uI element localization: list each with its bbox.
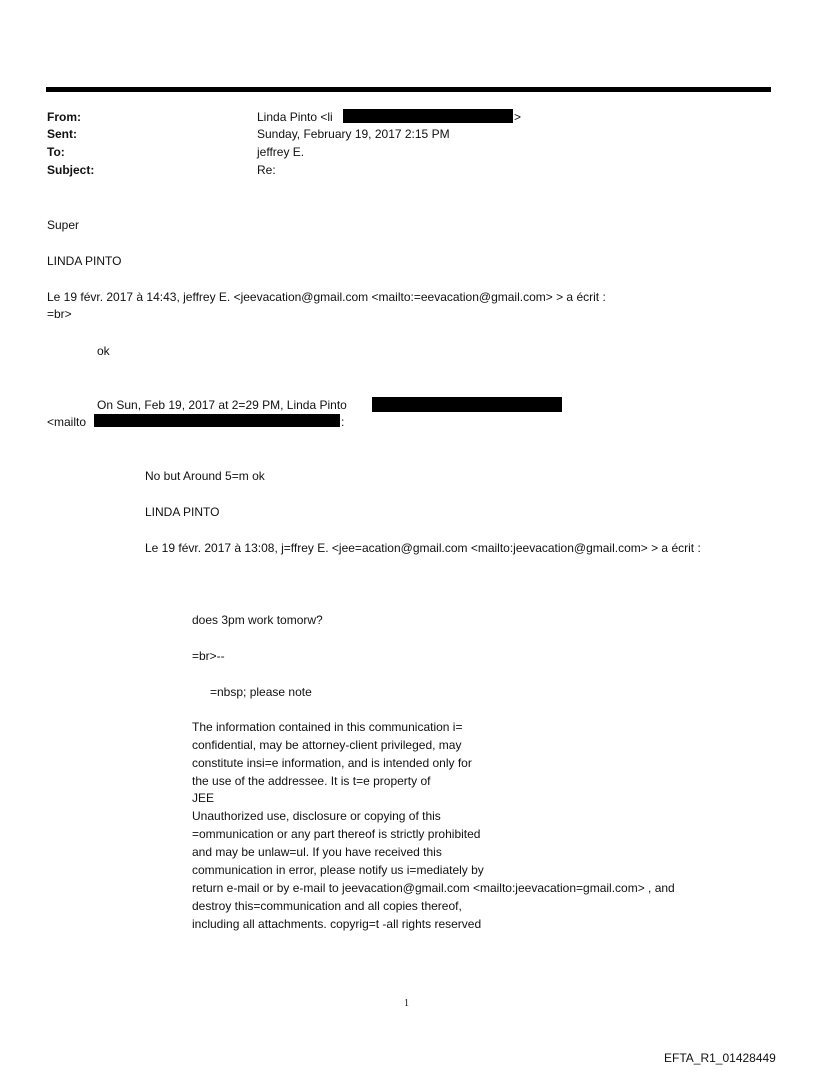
sent-value: Sunday, February 19, 2017 2:15 PM (257, 127, 450, 141)
to-label: To: (47, 145, 65, 159)
disclaimer-line: communication in error, please notify us i=mediately by (192, 863, 484, 877)
mailto-suffix: : (341, 415, 345, 429)
br-line-2: =br>-- (192, 649, 225, 663)
disclaimer-line: including all attachments. copyrig=t -all rights reserved (192, 917, 482, 931)
message-ok: ok (97, 344, 110, 358)
from-label: From: (47, 110, 81, 124)
signature-2: LINDA PINTO (145, 505, 220, 519)
document-id: EFTA_R1_01428449 (664, 1051, 776, 1065)
subject-label: Subject: (47, 163, 95, 177)
from-value-end: > (514, 110, 522, 124)
redaction-bar (372, 397, 562, 412)
disclaimer-line: confidential, may be attorney-client privileged, may (192, 738, 462, 752)
disclaimer-line: The information contained in this communication i= (192, 720, 463, 734)
subject-value: Re: (257, 163, 276, 177)
message-super: Super (47, 218, 80, 232)
redaction-bar (343, 109, 513, 123)
quote-header-1: Le 19 févr. 2017 à 14:43, jeffrey E. <jeevacation@gmail.com <mailto:=eevacation@gmail.com> > a écrit : (47, 290, 606, 304)
redaction-bar (94, 414, 340, 427)
br-line-1: =br> (47, 307, 72, 321)
to-value: jeffrey E. (257, 145, 305, 159)
disclaimer-line: Unauthorized use, disclosure or copying of this (192, 809, 441, 823)
disclaimer-line: constitute insi=e information, and is intended only for (192, 756, 472, 770)
from-value-start: Linda Pinto <li (257, 110, 333, 124)
disclaimer-line: return e-mail or by e-mail to jeevacation@gmail.com <mailto:jeevacation=gmail.com> , and (192, 881, 675, 895)
please-note: =nbsp; please note (210, 685, 312, 699)
signature-1: LINDA PINTO (47, 254, 122, 268)
header-rule (46, 87, 771, 92)
on-sun-header: On Sun, Feb 19, 2017 at 2=29 PM, Linda Pinto (97, 398, 347, 412)
message-does-3pm: does 3pm work tomorw? (192, 613, 323, 627)
disclaimer-line: JEE (192, 791, 215, 805)
disclaimer-line: destroy this=communication and all copies thereof, (192, 899, 462, 913)
page-number: 1 (404, 998, 409, 1009)
quote-header-2: Le 19 févr. 2017 à 13:08, j=ffrey E. <jee=acation@gmail.com <mailto:jeevacation@gmail.com> > a écrit : (145, 541, 701, 555)
mailto-prefix: <mailto (47, 415, 87, 429)
disclaimer-line: =ommunication or any part thereof is strictly prohibited (192, 827, 481, 841)
sent-label: Sent: (47, 127, 77, 141)
disclaimer-line: and may be unlaw=ul. If you have received this (192, 845, 442, 859)
disclaimer-line: the use of the addressee. It is t=e property of (192, 774, 431, 788)
message-no-but: No but Around 5=m ok (145, 469, 265, 483)
